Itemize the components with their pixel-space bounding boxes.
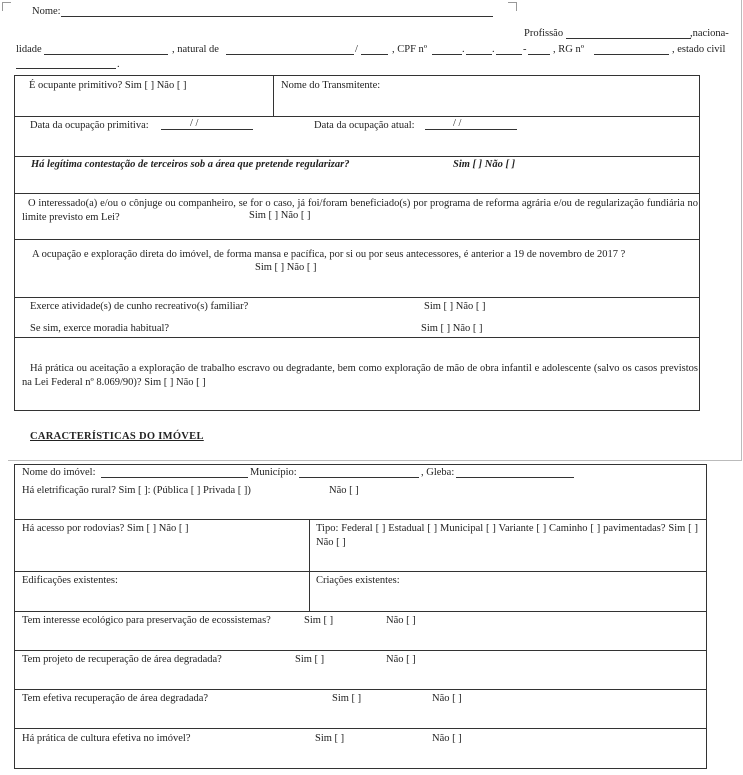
beneficiado-question: O interessado(a) e/ou o cônjuge ou companheiro, se for o caso, já foi/foram beneficiado(s) por programa de reforma agrária e/ou de regularização fundiária no limite previsto em Lei? [22, 198, 698, 223]
natural-slash: / [355, 44, 358, 55]
gleba-label: , Gleba: [421, 467, 455, 478]
eletrificacao-nao[interactable]: Não [ ] [329, 485, 359, 496]
rg-label: , RG nº [553, 44, 584, 55]
efetiva-question: Tem efetiva recuperação de área degradada? [22, 693, 209, 704]
ecologico-question: Tem interesse ecológico para preservação de ecossistemas? [22, 615, 271, 626]
nacionalidade-suffix: ,naciona- [690, 28, 729, 39]
end-dot: . [117, 59, 120, 70]
efetiva-sim[interactable]: Sim [ ] [332, 693, 362, 704]
data-atual-field[interactable] [425, 129, 517, 130]
municipio-field[interactable] [299, 477, 419, 478]
natural-label: , natural de [172, 44, 219, 55]
transmitente-divider [273, 75, 274, 116]
data-primitiva-label: Data da ocupação primitiva: [30, 120, 149, 131]
cpf-field-4[interactable] [528, 54, 550, 55]
row-divider [14, 297, 700, 298]
gleba-field[interactable] [456, 477, 574, 478]
rodovias-question[interactable]: Há acesso por rodovias? Sim [ ] Não [ ] [22, 523, 189, 534]
data-atual-slashes: / / [453, 118, 462, 129]
row-divider [14, 337, 700, 338]
row-divider [14, 519, 707, 520]
ocupante-primitivo-question[interactable]: É ocupante primitivo? Sim [ ] Não [ ] [29, 80, 187, 91]
nome-field[interactable] [61, 16, 493, 17]
natural-city-field[interactable] [226, 54, 354, 55]
moradia-question: Se sim, exerce moradia habitual? [30, 323, 170, 334]
nome-imovel-field[interactable] [101, 477, 248, 478]
natural-state-field[interactable] [361, 54, 388, 55]
criacoes-label: Criações existentes: [316, 575, 400, 586]
ocupacao-anterior-options[interactable]: Sim [ ] Não [ ] [255, 262, 317, 273]
estado-civil-label: , estado civil [672, 44, 726, 55]
row-divider [14, 193, 700, 194]
cpf-dot-2: . [492, 44, 495, 55]
transmitente-label: Nome do Transmitente: [281, 80, 381, 91]
beneficiado-options[interactable]: Sim [ ] Não [ ] [249, 210, 311, 221]
rodovias-tipo-options[interactable]: Tipo: Federal [ ] Estadual [ ] Municipal [ ] Variante [ ] Caminho [ ] pavimentadas? Sim [ ] Não [ ] [316, 523, 698, 548]
cpf-dot-1: . [462, 44, 465, 55]
edificacoes-label: Edificações existentes: [22, 575, 118, 586]
row-divider [14, 239, 700, 240]
corner-mark-top-right [508, 2, 517, 11]
corner-mark-top-left [2, 2, 11, 11]
data-primitiva-slashes: / / [190, 118, 199, 129]
recreativo-options[interactable]: Sim [ ] Não [ ] [424, 301, 486, 312]
estado-civil-field[interactable] [16, 68, 116, 69]
ecologico-sim[interactable]: Sim [ ] [304, 615, 334, 626]
row-divider [14, 571, 707, 572]
efetiva-nao[interactable]: Não [ ] [432, 693, 462, 704]
ecologico-nao[interactable]: Não [ ] [386, 615, 416, 626]
projeto-sim[interactable]: Sim [ ] [295, 654, 325, 665]
cultura-sim[interactable]: Sim [ ] [315, 733, 345, 744]
ocupacao-anterior-question: A ocupação e exploração direta do imóvel, de forma mansa e pacífica, por si ou por seus antecessores, é anterior a 19 de novembro de 2017 ? [32, 249, 626, 260]
cpf-label: , CPF nº [392, 44, 428, 55]
data-primitiva-field[interactable] [161, 129, 253, 130]
row-divider [14, 116, 700, 117]
eletrificacao-question[interactable]: Há eletrificação rural? Sim [ ]: (Pública [ ] Privada [ ]) [22, 485, 251, 496]
rodovias-divider [309, 519, 310, 611]
projeto-nao[interactable]: Não [ ] [386, 654, 416, 665]
projeto-question: Tem projeto de recuperação de área degradada? [22, 654, 222, 665]
contestacao-options[interactable]: Sim [ ] Não [ ] [453, 159, 516, 170]
section-title: CARACTERÍSTICAS DO IMÓVEL [30, 431, 204, 442]
cpf-dash: - [523, 44, 527, 55]
cultura-nao[interactable]: Não [ ] [432, 733, 462, 744]
profissao-label: Profissão [524, 28, 564, 39]
nacionalidade-label: lidade [16, 44, 42, 55]
contestacao-question: Há legítima contestação de terceiros sob a área que pretende regularizar? [31, 159, 350, 170]
data-atual-label: Data da ocupação atual: [314, 120, 415, 131]
trabalho-escravo-question[interactable]: Há prática ou aceitação a exploração de trabalho escravo ou degradante, bem como exploração de mão de obra infantil e adolescente (salvo os casos previstos na Lei Federal nº 8.069/90)? Sim [ ] Não [ ] [22, 363, 698, 388]
cpf-field-2[interactable] [466, 54, 492, 55]
nome-label: Nome: [32, 6, 61, 17]
rg-field[interactable] [594, 54, 669, 55]
cpf-field-1[interactable] [432, 54, 462, 55]
row-divider [14, 611, 707, 612]
recreativo-question: Exerce atividade(s) de cunho recreativo(s) familiar? [30, 301, 249, 312]
moradia-options[interactable]: Sim [ ] Não [ ] [421, 323, 483, 334]
row-divider [14, 650, 707, 651]
row-divider [14, 728, 707, 729]
row-divider [14, 689, 707, 690]
cultura-question: Há prática de cultura efetiva no imóvel? [22, 733, 191, 744]
municipio-label: Município: [250, 467, 297, 478]
row-divider [14, 156, 700, 157]
nome-imovel-label: Nome do imóvel: [22, 467, 96, 478]
cpf-field-3[interactable] [496, 54, 522, 55]
nacionalidade-field[interactable] [44, 54, 168, 55]
profissao-field[interactable] [566, 38, 691, 39]
